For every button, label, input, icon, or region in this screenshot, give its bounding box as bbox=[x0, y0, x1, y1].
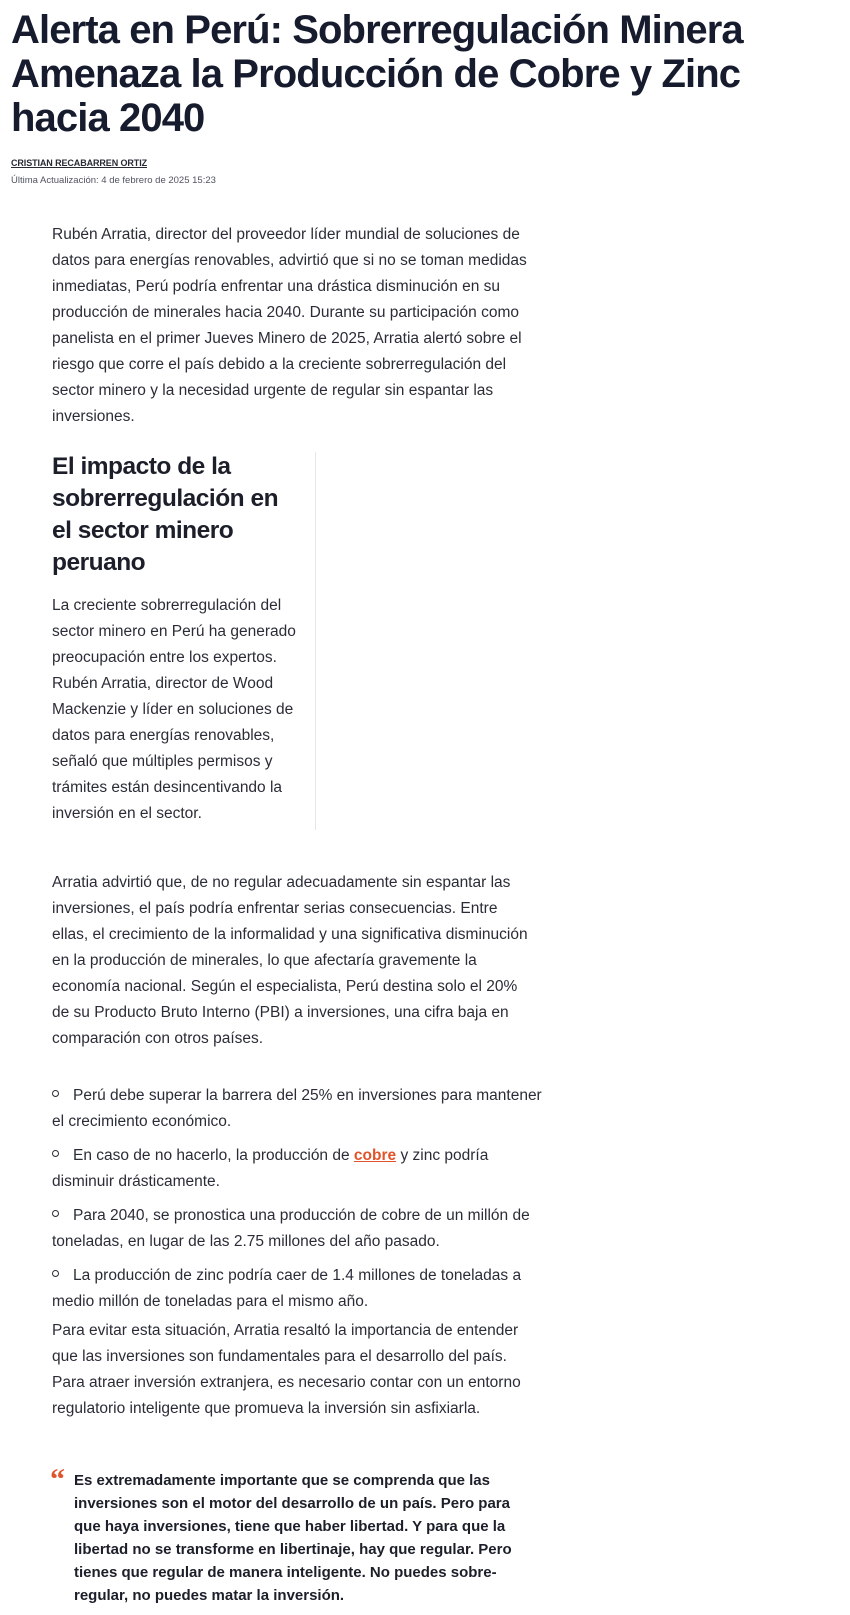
bullet-circle-icon bbox=[52, 1270, 59, 1277]
pull-quote: Es extremadamente importante que se comprenda que las inversiones son el motor del desarrollo de un país. Pero para que haya inversiones, tiene que haber libertad. Y para que la libertad no se transforme en libertinaje, hay que regular. Pero tienes que regular de manera inteligente. No puedes sobre-regular, no puedes matar la inversión. bbox=[74, 1472, 512, 1604]
list-item-text: Para 2040, se pronostica una producción de cobre de un millón de toneladas, en lugar de las 2.75 millones del año pasado. bbox=[52, 1207, 530, 1250]
paragraph-3: Arratia advirtió que, de no regular adecuadamente sin espantar las inversiones, el país podría enfrentar serias consecuencias. Entre ellas, el crecimiento de la informalidad y una significativa disminución en la producción de minerales, lo que afectaría gravemente la economía nacional. Según el especialista, Perú destina solo el 20% de su Producto Bruto Interno (PBI) a inversiones, una cifra baja en comparación con otros países. bbox=[52, 874, 528, 1047]
author-link[interactable]: CRISTIAN RECABARREN ORTIZ bbox=[11, 158, 147, 168]
list-item bbox=[52, 1143, 542, 1195]
list-item bbox=[52, 1263, 542, 1315]
list-item bbox=[52, 1203, 542, 1255]
section-paragraph: La creciente sobrerregulación del sector minero en Perú ha generado preocupación entre los expertos. Rubén Arratia, director de Wood Mackenzie y líder en soluciones de datos para energías renovables, señaló que múltiples permisos y trámites están desincentivando la inversión en el sector. bbox=[52, 597, 296, 822]
list-item-text: Perú debe superar la barrera del 25% en inversiones para mantener el crecimiento económico. bbox=[52, 1087, 542, 1130]
list-item bbox=[52, 1083, 542, 1135]
bullet-circle-icon bbox=[52, 1210, 59, 1217]
section-divider bbox=[315, 452, 316, 830]
last-updated: Última Actualización: 4 de febrero de 2025 15:23 bbox=[11, 175, 216, 186]
quote-mark-icon: “ bbox=[50, 1463, 65, 1496]
section-block bbox=[52, 451, 317, 827]
article-title: Alerta en Perú: Sobrerregulación Minera Amenaza la Producción de Cobre y Zinc hacia 2040 bbox=[11, 8, 743, 140]
list-item-text: La producción de zinc podría caer de 1.4 millones de toneladas a medio millón de toneladas para el mismo año. bbox=[52, 1267, 522, 1310]
paragraph-4: Para evitar esta situación, Arratia resaltó la importancia de entender que las inversiones son fundamentales para el desarrollo del país. Para atraer inversión extranjera, es necesario contar con un entorno regulatorio inteligente que promueva la inversión sin asfixiarla. bbox=[52, 1322, 521, 1417]
cobre-link[interactable]: cobre bbox=[353, 1147, 397, 1164]
section-heading: El impacto de la sobrerregulación en el sector minero peruano bbox=[52, 453, 279, 576]
bullet-circle-icon bbox=[52, 1090, 59, 1097]
key-points-list bbox=[52, 1083, 542, 1323]
bullet-circle-icon bbox=[52, 1150, 59, 1157]
list-item-text-before: En caso de no hacerlo, la producción de bbox=[73, 1147, 354, 1164]
intro-paragraph: Rubén Arratia, director del proveedor líder mundial de soluciones de datos para energías renovables, advirtió que si no se toman medidas inmediatas, Perú podría enfrentar una drástica disminución en su producción de minerales hacia 2040. Durante su participación como panelista en el primer Jueves Minero de 2025, Arratia alertó sobre el riesgo que corre el país debido a la creciente sobrerregulación del sector minero y la necesidad urgente de regular sin espantar las inversiones. bbox=[52, 226, 527, 425]
list-item-text-after: y zinc podría disminuir drásticamente. bbox=[52, 1147, 489, 1190]
